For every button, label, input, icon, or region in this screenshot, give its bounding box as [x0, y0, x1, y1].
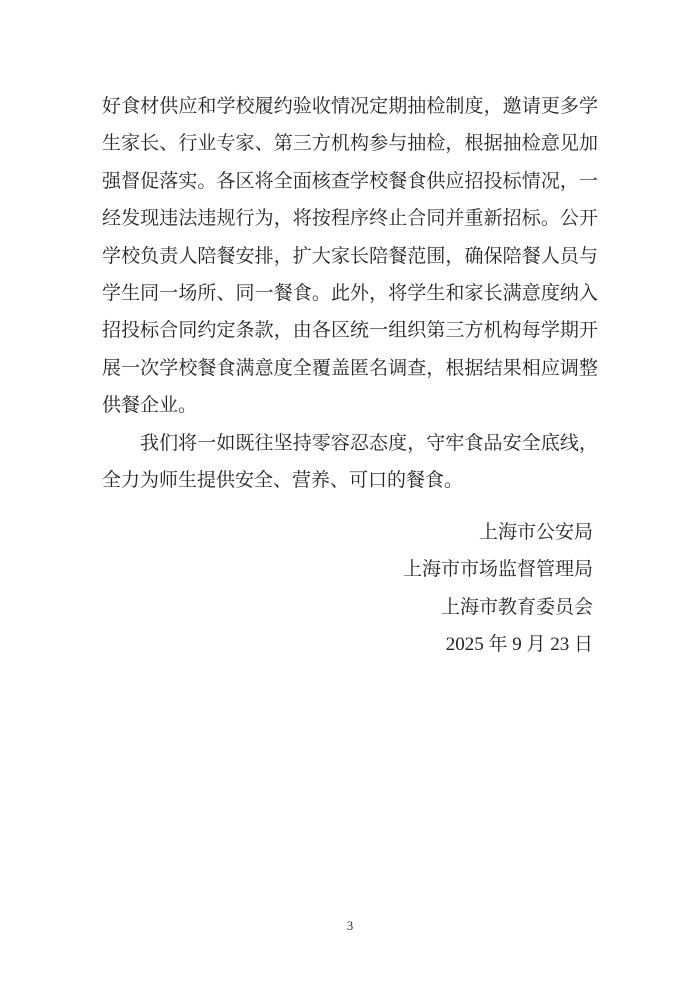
- signature-date: 2025 年 9 月 23 日: [445, 634, 593, 656]
- page-footer: [0, 916, 700, 936]
- body-text-line: 全力为师生提供安全、营养、可口的餐食。: [102, 469, 464, 491]
- body-text-line: 我们将一如既往坚持零容忍态度，守牢食品安全底线，: [140, 432, 598, 454]
- body-text-line: 强督促落实。各区将全面核查学校餐食供应招投标情况，一: [102, 170, 598, 192]
- page-number: 3: [346, 918, 354, 933]
- body-text-line: 供餐企业。: [102, 395, 198, 417]
- body-text-line: 好食材供应和学校履约验收情况定期抽检制度，邀请更多学: [102, 96, 598, 117]
- signature-block: [403, 514, 593, 664]
- body-text-line: 学生同一场所、同一餐食。此外，将学生和家长满意度纳入: [102, 282, 598, 304]
- body-text-line: 经发现违法违规行为，将按程序终止合同并重新招标。公开: [102, 208, 598, 230]
- signature-issuer-3: 上海市教育委员会: [440, 596, 593, 618]
- document-body: [102, 88, 598, 499]
- body-text-line: 生家长、行业专家、第三方机构参与抽检，根据抽检意见加: [102, 133, 598, 155]
- signature-issuer-1: 上海市公安局: [478, 522, 593, 543]
- body-text-line: 招投标合同约定条款，由各区统一组织第三方机构每学期开: [102, 320, 598, 342]
- body-text-line: 学校负责人陪餐安排，扩大家长陪餐范围，确保陪餐人员与: [102, 245, 598, 267]
- body-text-line: 展一次学校餐食满意度全覆盖匿名调查，根据结果相应调整: [102, 357, 598, 379]
- signature-issuer-2: 上海市市场监督管理局: [402, 559, 593, 581]
